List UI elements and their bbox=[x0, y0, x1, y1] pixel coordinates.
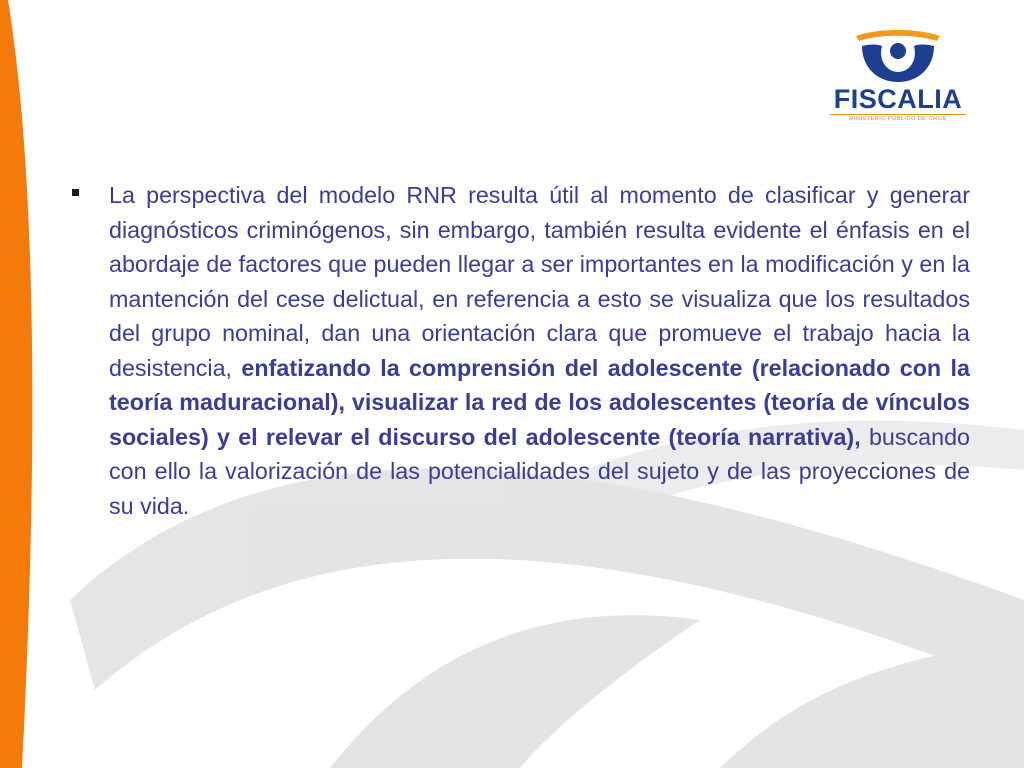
bullet-paragraph bbox=[109, 178, 970, 523]
fiscalia-emblem-icon bbox=[848, 26, 948, 84]
paragraph-text-regular: La perspectiva del modelo RNR resulta útil al momento de clasificar y generar diagnósticos criminógenos, sin embargo, también resulta evidente el énfasis en el abordaje de factores que pueden llegar a ser importantes en la modificación y en la mantención del cese delictual, en referencia a esto se visualiza que los resultados del grupo nominal, dan una orientación clara que promueve el trabajo hacia la desistencia, bbox=[109, 182, 970, 381]
fiscalia-logo bbox=[818, 26, 978, 126]
logo-subtitle: MINISTERIO PÚBLICO DE CHILE bbox=[830, 114, 966, 124]
left-accent-band bbox=[0, 0, 32, 768]
slide-content bbox=[72, 178, 970, 523]
paragraph-text-bold: enfatizando la comprensión del adolescente (relacionado con la teoría maduracional), visualizar la red de los adolescentes (teoría de vínculos sociales) y el relevar el discurso del adolescente (teoría narrativa), bbox=[109, 354, 970, 450]
logo-wordmark: FISCALIA bbox=[833, 84, 963, 114]
paragraph-text-closing: buscando con ello la valorización de las potencialidades del sujeto y de las proyecciones de su vida. bbox=[109, 423, 970, 519]
bullet-item bbox=[72, 178, 970, 523]
square-bullet-icon bbox=[72, 189, 79, 196]
